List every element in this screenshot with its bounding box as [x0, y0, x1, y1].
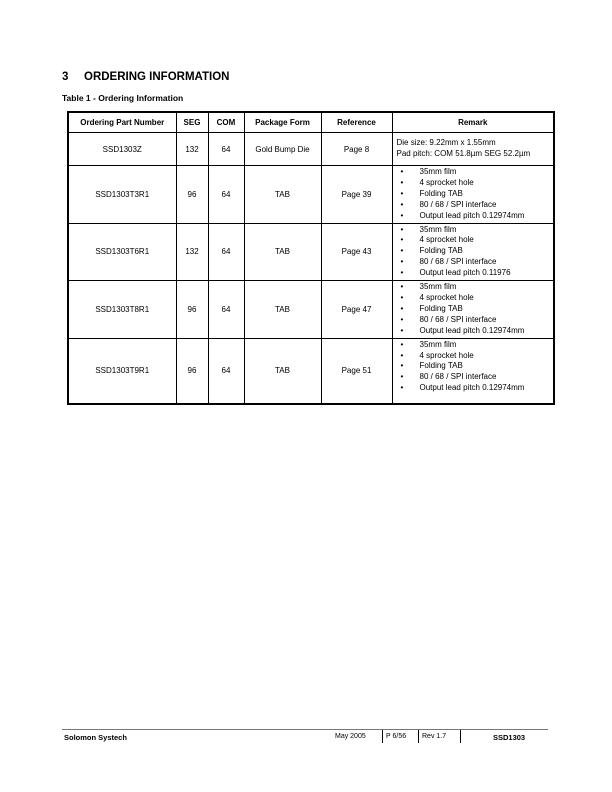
footer-company: Solomon Systech [64, 733, 127, 742]
cell-ref: Page 8 [321, 133, 392, 166]
table-row [68, 133, 554, 166]
footer [62, 729, 548, 742]
table-row [68, 166, 554, 224]
remark-list [397, 225, 550, 280]
remark-item: • Folding TAB [397, 189, 550, 200]
remark-line: Die size: 9.22mm x 1.55mm [396, 138, 496, 148]
cell-com: 64 [208, 133, 244, 166]
table-row [68, 223, 554, 281]
cell-ref: Page 51 [321, 338, 392, 404]
cell-part: SSD1303T8R1 [68, 281, 176, 339]
remark-item: • Folding TAB [397, 246, 550, 257]
cell-package: TAB [244, 338, 321, 404]
section-heading [62, 71, 229, 83]
header-seg: SEG [176, 112, 208, 133]
header-remark: Remark [392, 112, 554, 133]
remark-item: • Output lead pitch 0.12974mm [397, 211, 550, 222]
cell-part: SSD1303T9R1 [68, 338, 176, 404]
header-reference: Reference [321, 112, 392, 133]
cell-remark [392, 223, 554, 281]
remark-item: • 80 / 68 / SPI interface [397, 315, 550, 326]
header-package: Package Form [244, 112, 321, 133]
cell-package: TAB [244, 281, 321, 339]
cell-com: 64 [208, 338, 244, 404]
cell-ref: Page 47 [321, 281, 392, 339]
cell-remark [392, 166, 554, 224]
remark-item: • 35mm film [397, 340, 550, 351]
remark-item: • 4 sprocket hole [397, 293, 550, 304]
remark-item: • 80 / 68 / SPI interface [397, 200, 550, 211]
table-row [68, 338, 554, 404]
remark-list [397, 340, 550, 395]
cell-seg: 132 [176, 133, 208, 166]
footer-divider [382, 730, 383, 743]
cell-part: SSD1303T3R1 [68, 166, 176, 224]
remark-line: Pad pitch: COM 51.8µm SEG 52.2µm [396, 149, 531, 158]
cell-package: TAB [244, 166, 321, 224]
footer-divider [418, 730, 419, 743]
cell-com: 64 [208, 223, 244, 281]
cell-seg: 96 [176, 281, 208, 339]
table-caption: Table 1 - Ordering Information [62, 93, 184, 103]
cell-ref: Page 43 [321, 223, 392, 281]
cell-com: 64 [208, 281, 244, 339]
remark-item: • 4 sprocket hole [397, 235, 550, 246]
cell-remark [392, 338, 554, 404]
cell-remark [392, 281, 554, 339]
remark-item: • 80 / 68 / SPI interface [397, 372, 550, 383]
remark-item: • Output lead pitch 0.11976 [397, 268, 550, 279]
remark-item: • 4 sprocket hole [397, 351, 550, 362]
remark-item: • 35mm film [397, 225, 550, 236]
remark-item: • Output lead pitch 0.12974mm [397, 326, 550, 337]
section-number: 3 [62, 71, 69, 83]
cell-remark [392, 133, 554, 166]
header-com: COM [208, 112, 244, 133]
remark-item: • 35mm film [397, 282, 550, 293]
footer-rev: Rev 1.7 [422, 733, 447, 740]
remark-item: • 4 sprocket hole [397, 178, 550, 189]
cell-ref: Page 39 [321, 166, 392, 224]
remark-item: • 35mm film [397, 167, 550, 178]
remark-list [397, 167, 550, 222]
cell-seg: 96 [176, 338, 208, 404]
remark-item: • Folding TAB [397, 304, 550, 315]
header-part: Ordering Part Number [68, 112, 176, 133]
footer-page: P 6/56 [386, 733, 407, 740]
footer-divider [460, 730, 461, 743]
cell-package: Gold Bump Die [244, 133, 321, 166]
cell-seg: 132 [176, 223, 208, 281]
cell-part: SSD1303T6R1 [68, 223, 176, 281]
table-row [68, 281, 554, 339]
remark-list [397, 282, 550, 337]
footer-product: SSD1303 [493, 733, 526, 742]
section-title: ORDERING INFORMATION [84, 71, 230, 83]
remark-item: • Output lead pitch 0.12974mm [397, 383, 550, 394]
remark-item: • 80 / 68 / SPI interface [397, 257, 550, 268]
remark-item: • Folding TAB [397, 361, 550, 372]
footer-date: May 2005 [335, 733, 366, 740]
cell-seg: 96 [176, 166, 208, 224]
cell-part: SSD1303Z [68, 133, 176, 166]
cell-com: 64 [208, 166, 244, 224]
ordering-table [67, 111, 555, 405]
cell-package: TAB [244, 223, 321, 281]
